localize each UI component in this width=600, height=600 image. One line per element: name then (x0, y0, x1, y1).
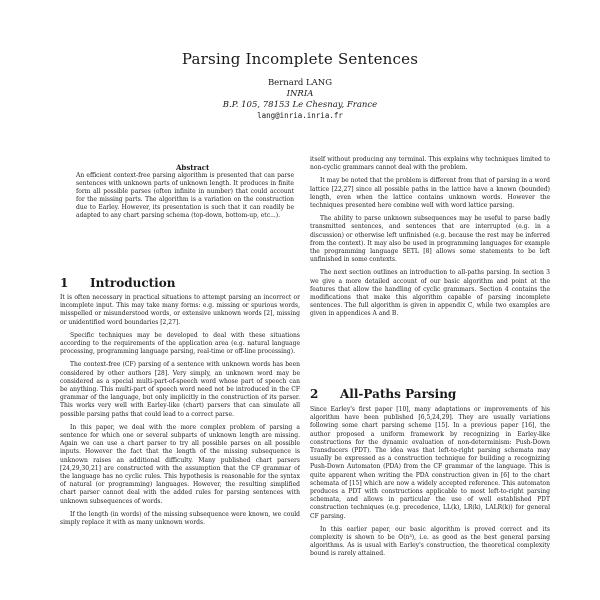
author-email: lang@inria.inria.fr (257, 111, 343, 120)
section-heading-introduction (60, 276, 175, 290)
author-name: Bernard LANG (267, 78, 333, 88)
introduction-body (60, 294, 300, 600)
paragraph: The ability to parse unknown subsequences may be useful to parse badly transmitted sentences, and sentences that are interrupted (e.g. in a discussion) or otherwise left unfinished (e.g. because the rest may be inferred from the context). It may also be used in programming languages for example the programming language SETL [8] allows some statements to be left unfinished in some contexts. (310, 215, 550, 264)
author-address: B.P. 105, 78153 Le Chesnay, France (222, 100, 378, 110)
section-title: Introduction (90, 276, 176, 290)
paper-title: Parsing Incomplete Sentences (181, 50, 419, 68)
paragraph: In this earlier paper, our basic algorithm is proved correct and its complexity is shown to be O(n³), i.e. as good as the best general parsing algorithms. As is usual with Earley's construction, the theoretical complexity bound is rarely attained. (310, 525, 550, 558)
right-column-body (310, 156, 550, 384)
paragraph: The next section outlines an introduction to all-paths parsing. In section 3 we give a more detailed account of our basic algorithm and point at the features that allow the handling of cyclic grammars. Section 4 contains the modifications that make this algorithm capable of parsing incomplete sentences. The full algorithm is given in appendix C, while two examples are given in appendices A and B. (310, 269, 550, 318)
section-heading-all-paths-parsing (310, 387, 456, 401)
section-number: 2 (310, 387, 319, 401)
paragraph: It may be noted that the problem is different from that of parsing in a word lattice [22,27] since all possible paths in the lattice have a known (bounded) length, even when the lattice contains unknown words. However the techniques presented here combine well with word lattice parsing. (310, 177, 550, 210)
paragraph: The context-free (CF) parsing of a sentence with unknown words has been considered by other authors [28]. Very simply, an unknown word may be considered as a special multi-part-of-speech word whose part of speech can be anything. This multi-part of speech word need not be introduced in the CF grammar of the language, but only implicitly in the construction of its parser. This works very well with Earley-like (chart) parsers that can simulate all possible parsing paths that could lead to a correct parse. (60, 361, 300, 418)
all-paths-parsing-body (310, 406, 550, 600)
abstract-text: An efficient context-free parsing algorithm is presented that can parse sentences with unknown parts of unknown length. It produces in finite form all possible parses (often infinite in number) that could account for the missing parts. The algorithm is a variation on the construction due to Earley. However, its presentation is such that it can readily be adapted to any chart parsing schema (top-down, bottom-up, etc...). (76, 172, 294, 219)
paragraph: It is often necessary in practical situations to attempt parsing an incorrect or incomplete input. This may take many forms: e.g. missing or spurious words, misspelled or misunderstood words, or extensive unknown words [2], missing or unidentified word boundaries [2,27]. (60, 294, 300, 326)
paragraph: In this paper, we deal with the more complex problem of parsing a sentence for which one or several subparts of unknown length are missing. Again we can use a chart parser to try all possible parses on all possible inputs. However the fact that the length of the missing subsequence is unknown raises an additional difficulty. Many published chart parsers [24,29,30,21] are constructed with the assumption that the CF grammar of the language has no cyclic rules. This hypothesis is reasonable for the syntax of natural (or programming) languages. However, the resulting simplified chart parser cannot deal with the added rules for parsing sentences with unknown subsequences of words. (60, 423, 300, 505)
section-number: 1 (60, 276, 69, 290)
section-title: All-Paths Parsing (340, 387, 457, 401)
author-affiliation: INRIA (286, 89, 314, 99)
paragraph: itself without producing any terminal. This explains why techniques limited to non-cyclic grammars cannot deal with the problem. (310, 156, 550, 172)
abstract-heading: Abstract (176, 163, 210, 172)
paragraph: Since Earley's first paper [10], many adaptations or improvements of his algorithm have been published [6,5,24,29]. They are usually variations following some chart parsing scheme [15]. In a previous paper [16], the author proposed a uniform framework by recognizing in Earley-like constructions for the dynamic evaluation of non-determinism: Push-Down Transducers (PDT). The idea was that left-to-right parsing schemata may usually be expressed as a construction technique for building a recognizing Push-Down Automaton (PDA) from the CF grammar of the language. This is quite apparent when writing the PDA construction given in [6] to the chart schemata of [15] which are now a widely accepted reference. This automaton produces a PDT with constructions applicable to most left-to-right parsing schemata, and allows in particular the use of well established PDT construction techniques (e.g. precedence, LL(k), LR(k), LALR(k)) for general CF parsing. (310, 406, 550, 520)
paragraph: If the length (in words) of the missing subsequence were known, we could simply replace it with as many unknown words. (60, 510, 300, 527)
paragraph: Specific techniques may be developed to deal with these situations according to the requirements of the application area (e.g. natural language processing, programming language parsing, real-time or off-line processing). (60, 331, 300, 356)
